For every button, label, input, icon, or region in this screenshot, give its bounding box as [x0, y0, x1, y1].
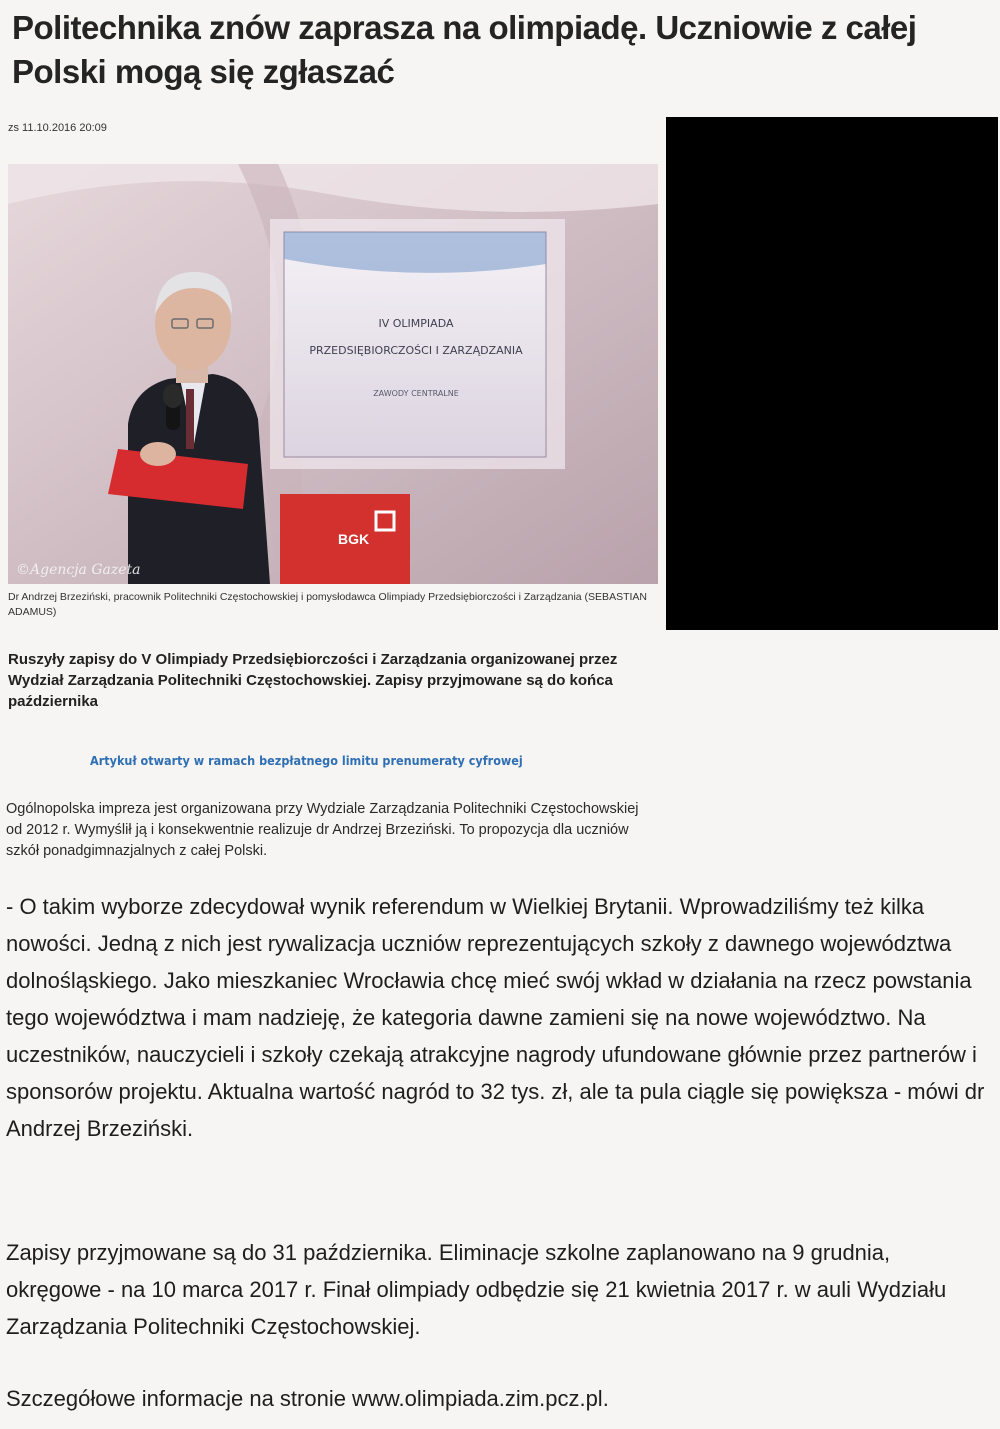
photo-watermark: ©Agencja Gazeta	[16, 562, 141, 578]
article-lead: Ruszyły zapisy do V Olimpiady Przedsiębiorczości i Zarządzania organizowanej przez Wydział Zarządzania Politechniki Częstochowskiej. Zapisy przyjmowane są do końca października	[8, 651, 618, 710]
article-headline: Politechnika znów zaprasza na olimpiadę. Uczniowie z całej Polski mogą się zgłaszać	[12, 9, 917, 90]
article-paragraph-3: Szczegółowe informacje na stronie www.olimpiada.zim.pcz.pl.	[6, 1386, 609, 1411]
article-paragraph-1: - O takim wyborze zdecydował wynik referendum w Wielkiej Brytanii. Wprowadziliśmy też kilka nowości. Jedną z nich jest rywalizacja uczniów reprezentujących szkoły z dawnego województwa dolnośląskiego. Jako mieszkaniec Wrocławia chcę mieć swój wkład w działania na rzecz powstania tego województwa i mam nadzieję, że kategoria dawne zamieni się na nowe województwo. Na uczestników, nauczycieli i szkoły czekają atrakcyjne nagrody ufundowane głównie przez partnerów i sponsorów projektu. Aktualna wartość nagród to 32 tys. zł, ale ta pula ciągle się powiększa - mówi dr Andrzej Brzeziński.	[6, 894, 985, 1141]
sign-text: BGK	[338, 531, 370, 547]
screen-text-2: PRZEDSIĘBIORCZOŚCI I ZARZĄDZANIA	[309, 344, 523, 357]
article-photo	[8, 164, 658, 584]
article-paragraph-2: Zapisy przyjmowane są do 31 października. Eliminacje szkolne zaplanowano na 9 grudnia, okręgowe - na 10 marca 2017 r. Finał olimpiady odbędzie się 21 kwietnia 2017 r. w auli Wydziału Zarządzania Politechniki Częstochowskiej.	[6, 1240, 947, 1339]
screen-text-1: IV OLIMPIADA	[378, 317, 454, 330]
photo-caption: Dr Andrzej Brzeziński, pracownik Politechniki Częstochowskiej i pomysłodawca Olimpiady Przedsiębiorczości i Zarządzania (SEBASTIAN ADAMUS)	[8, 591, 647, 618]
article-byline: zs 11.10.2016 20:09	[8, 122, 107, 134]
article-intro: Ogólnopolska impreza jest organizowana przy Wydziale Zarządzania Politechniki Częstochowskiej od 2012 r. Wymyślił ją i konsekwentnie realizuje dr Andrzej Brzeziński. To propozycja dla uczniów szkół ponadgimnazjalnych z całej Polski.	[6, 801, 639, 859]
photo-illustration	[8, 164, 658, 584]
open-article-note: Artykuł otwarty w ramach bezpłatnego limitu prenumeraty cyfrowej	[90, 753, 523, 768]
redacted-block	[666, 117, 998, 630]
screen-text-3: ZAWODY CENTRALNE	[373, 389, 459, 398]
